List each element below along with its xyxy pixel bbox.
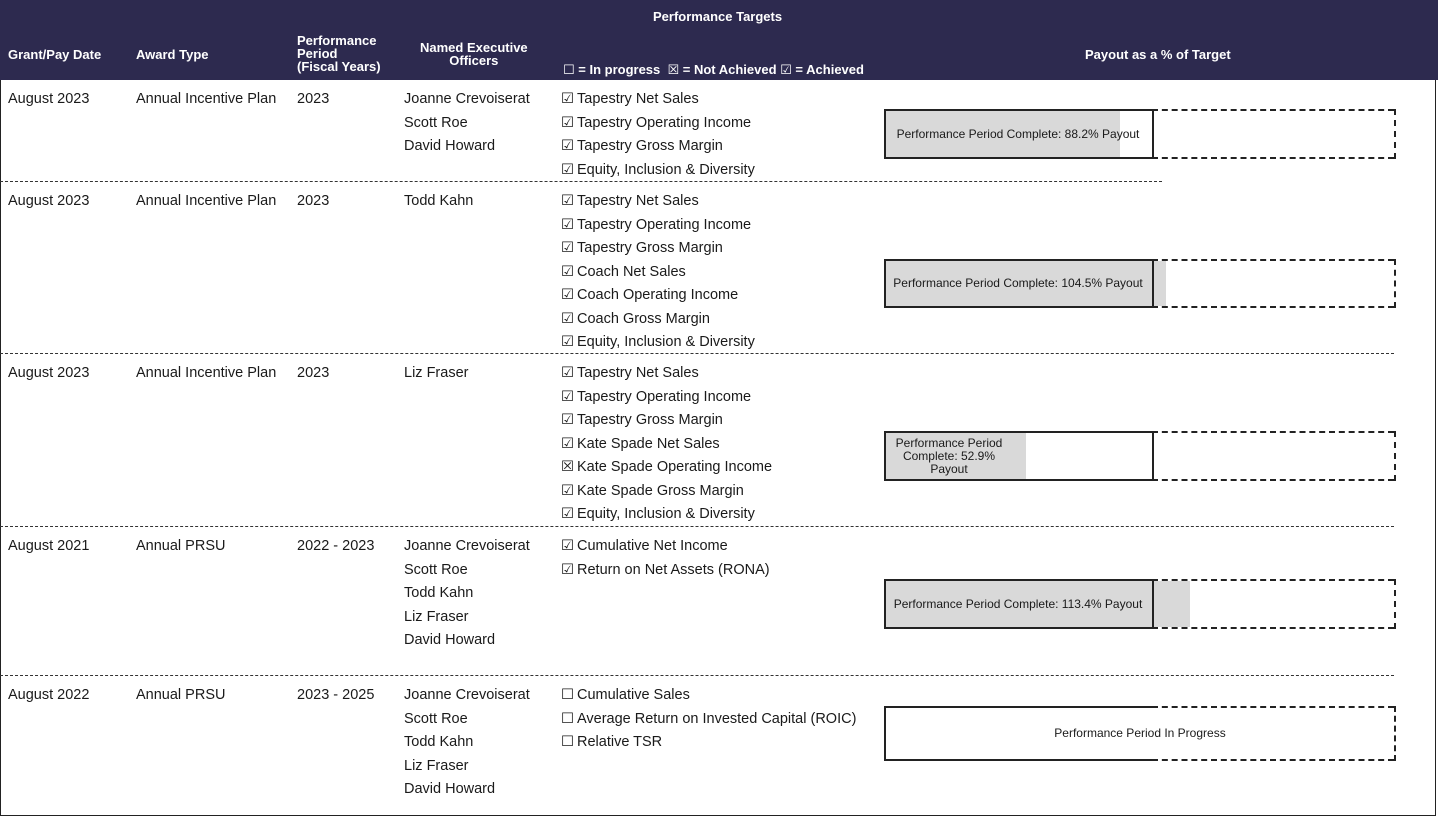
payout-bar-max-right-edge: [1394, 431, 1396, 481]
achieved-checkbox-icon: ☑: [561, 482, 574, 499]
officer-name: Todd Kahn: [404, 585, 474, 601]
performance-target: [561, 409, 772, 433]
payout-bar: [884, 706, 1396, 761]
row-divider: [0, 181, 1162, 182]
payout-bar-fill-above-target: [1154, 261, 1166, 306]
performance-target: [561, 456, 772, 480]
performance-period: 2023: [297, 91, 330, 107]
grant-pay-date: August 2023: [8, 365, 90, 381]
target-label: Tapestry Net Sales: [577, 365, 699, 381]
officer-list: [404, 535, 530, 653]
target-label: Cumulative Sales: [577, 687, 690, 703]
target-label: Equity, Inclusion & Diversity: [577, 506, 755, 522]
target-list: [561, 190, 755, 355]
achieved-checkbox-icon: ☑: [561, 287, 574, 303]
achieved-checkbox-icon: ☑: [561, 263, 574, 280]
performance-target: [561, 535, 770, 559]
row-divider: [0, 675, 1394, 676]
officer-name: David Howard: [404, 781, 496, 797]
row-divider: [0, 526, 1394, 527]
target-list: [561, 684, 856, 755]
target-label: Tapestry Net Sales: [577, 193, 699, 209]
target-label: Coach Operating Income: [577, 287, 739, 303]
performance-period: 2022 - 2023: [297, 538, 375, 554]
payout-bar-max-top-edge: [1152, 431, 1394, 433]
payout-bar-max-bottom-edge: [1152, 479, 1394, 481]
target-label: Kate Spade Net Sales: [577, 435, 720, 452]
award-type: Annual Incentive Plan: [136, 193, 277, 209]
officer-name: Liz Fraser: [404, 608, 469, 625]
target-label: Cumulative Net Income: [577, 538, 728, 554]
status-legend: ☐ = In progress ☒ = Not Achieved ☑ = Achieved: [563, 62, 864, 77]
target-list: [561, 535, 770, 582]
performance-period: 2023: [297, 193, 330, 209]
target-label: Equity, Inclusion & Diversity: [577, 161, 755, 178]
target-label: Tapestry Gross Margin: [577, 138, 723, 154]
officer-list: [404, 190, 473, 214]
payout-bar: [884, 109, 1396, 159]
officer-list: [404, 362, 468, 386]
performance-target: [561, 135, 755, 159]
officer-name: David Howard: [404, 632, 496, 648]
payout-bar-max-right-edge: [1394, 259, 1396, 308]
row-divider: [0, 353, 1394, 354]
achieved-checkbox-icon: ☑: [561, 334, 574, 350]
performance-target: [561, 386, 772, 410]
achieved-checkbox-icon: ☑: [561, 138, 574, 154]
payout-label: Performance Period In Progress: [1054, 726, 1226, 740]
table-header: [0, 0, 1438, 80]
target-list: [561, 362, 772, 527]
col-payout-percent: Payout as a % of Target: [1085, 47, 1231, 62]
payout-bar-max-bottom-edge: [1152, 306, 1394, 308]
performance-target: [561, 261, 755, 285]
payout-bar-max-right-edge: [1394, 109, 1396, 159]
achieved-checkbox-icon: ☑: [561, 435, 574, 452]
not-achieved-checkbox-icon: ☒: [561, 459, 574, 475]
payout-label: Performance Period Complete: 113.4% Payout: [893, 596, 1143, 611]
achieved-checkbox-icon: ☑: [561, 161, 574, 178]
target-label: Average Return on Invested Capital (ROIC): [577, 710, 857, 727]
grant-pay-date: August 2021: [8, 538, 90, 554]
officer-name: Scott Roe: [404, 710, 468, 727]
target-label: Tapestry Operating Income: [577, 216, 752, 233]
award-type: Annual PRSU: [136, 687, 226, 703]
payout-label: Performance Period Complete: 52.9% Payout: [895, 435, 1003, 476]
officer-name: Todd Kahn: [404, 193, 474, 209]
officer-name: Liz Fraser: [404, 365, 469, 381]
grant-pay-date: August 2023: [8, 91, 90, 107]
officer-name: Joanne Crevoiserat: [404, 538, 530, 554]
payout-bar-max-top-edge: [1152, 259, 1394, 261]
achieved-checkbox-icon: ☑: [561, 561, 574, 578]
officer-list: [404, 88, 530, 159]
target-label: Kate Spade Operating Income: [577, 459, 773, 475]
achieved-checkbox-icon: ☑: [561, 91, 574, 107]
achieved-checkbox-icon: ☑: [561, 193, 574, 209]
target-label: Tapestry Operating Income: [577, 114, 752, 131]
achieved-checkbox-icon: ☑: [561, 365, 574, 381]
achieved-checkbox-icon: ☑: [561, 506, 574, 522]
performance-period: 2023 - 2025: [297, 687, 375, 703]
performance-target: [561, 214, 755, 238]
payout-bar: [884, 259, 1396, 308]
performance-target: [561, 480, 772, 504]
performance-target: [561, 190, 755, 214]
performance-target: [561, 433, 772, 457]
officer-name: David Howard: [404, 138, 496, 154]
payout-bar: [884, 579, 1396, 629]
target-label: Tapestry Operating Income: [577, 388, 752, 405]
officer-name: Joanne Crevoiserat: [404, 687, 530, 703]
performance-period: 2023: [297, 365, 330, 381]
achieved-checkbox-icon: ☑: [561, 538, 574, 554]
target-label: Coach Gross Margin: [577, 310, 710, 327]
col-performance-period: Performance Period (Fiscal Years): [297, 33, 381, 74]
performance-target: [561, 331, 755, 355]
award-type: Annual Incentive Plan: [136, 91, 277, 107]
in-progress-checkbox-icon: ☐: [561, 734, 574, 750]
achieved-checkbox-icon: ☑: [561, 216, 574, 233]
col-award-type: Award Type: [136, 47, 209, 62]
payout-bar-max-top-edge: [1152, 109, 1394, 111]
performance-target: [561, 308, 755, 332]
target-label: Relative TSR: [577, 734, 663, 750]
award-type: Annual Incentive Plan: [136, 365, 277, 381]
performance-target: [561, 237, 755, 261]
payout-label: Performance Period Complete: 104.5% Payout: [893, 276, 1143, 290]
performance-target: [561, 112, 755, 136]
performance-target: [561, 88, 755, 112]
grant-pay-date: August 2023: [8, 193, 90, 209]
performance-target: [561, 284, 755, 308]
performance-target: [561, 159, 755, 183]
achieved-checkbox-icon: ☑: [561, 310, 574, 327]
performance-target: [561, 362, 772, 386]
target-label: Kate Spade Gross Margin: [577, 482, 744, 499]
target-list: [561, 88, 755, 182]
payout-label: Performance Period Complete: 88.2% Payout: [896, 126, 1140, 141]
achieved-checkbox-icon: ☑: [561, 388, 574, 405]
in-progress-checkbox-icon: ☐: [561, 710, 574, 727]
achieved-checkbox-icon: ☑: [561, 240, 574, 256]
performance-target: [561, 708, 856, 732]
award-type: Annual PRSU: [136, 538, 226, 554]
target-label: Tapestry Gross Margin: [577, 240, 723, 256]
achieved-checkbox-icon: ☑: [561, 114, 574, 131]
payout-bar-max-bottom-edge: [1152, 627, 1394, 629]
officer-name: Liz Fraser: [404, 757, 469, 774]
in-progress-checkbox-icon: ☐: [561, 687, 574, 703]
performance-targets-title: Performance Targets: [653, 9, 783, 24]
payout-bar-max-right-edge: [1394, 579, 1396, 629]
payout-bar-max-bottom-edge: [1152, 157, 1394, 159]
target-label: Return on Net Assets (RONA): [577, 561, 770, 578]
grant-pay-date: August 2022: [8, 687, 90, 703]
performance-target: [561, 503, 772, 527]
target-label: Coach Net Sales: [577, 263, 686, 280]
officer-name: Scott Roe: [404, 561, 468, 578]
target-label: Equity, Inclusion & Diversity: [577, 334, 755, 350]
performance-target: [561, 731, 856, 755]
officer-name: Joanne Crevoiserat: [404, 91, 530, 107]
col-grant-pay-date: Grant/Pay Date: [8, 47, 102, 62]
target-label: Tapestry Net Sales: [577, 91, 699, 107]
payout-bar: [884, 431, 1396, 481]
officer-name: Todd Kahn: [404, 734, 474, 750]
target-label: Tapestry Gross Margin: [577, 412, 723, 428]
officer-list: [404, 684, 530, 802]
performance-target: [561, 559, 770, 583]
payout-bar-fill-above-target: [1154, 581, 1190, 627]
achieved-checkbox-icon: ☑: [561, 412, 574, 428]
officer-name: Scott Roe: [404, 114, 468, 131]
performance-target: [561, 684, 856, 708]
col-named-executive-officers: Named Executive Officers: [420, 40, 528, 68]
